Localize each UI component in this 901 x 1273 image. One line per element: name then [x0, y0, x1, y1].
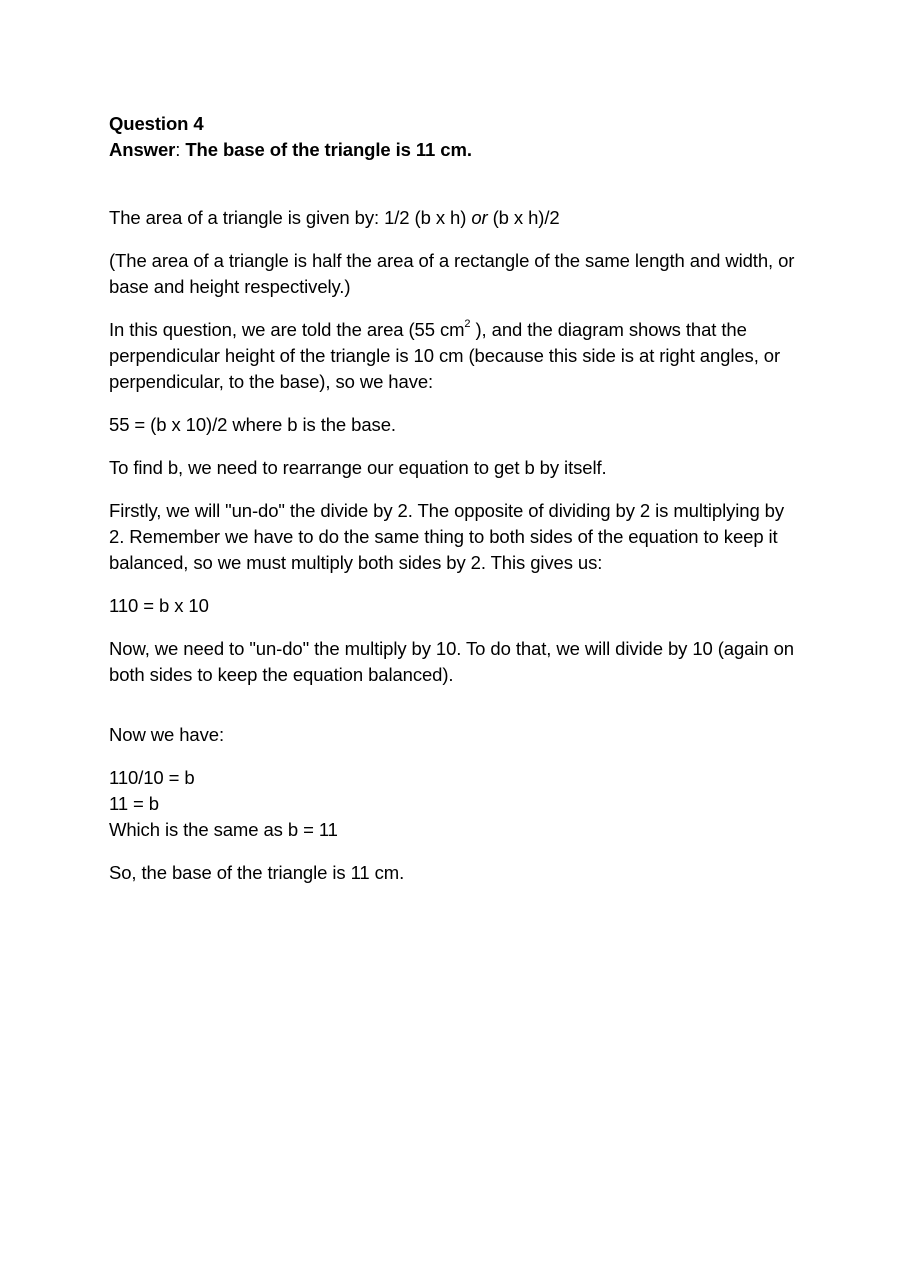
answer-colon: :	[175, 139, 181, 160]
setup-text-a: In this question, we are told the area (55 cm	[109, 319, 465, 340]
document-content	[109, 111, 799, 903]
squared-superscript: 2	[464, 317, 471, 330]
solution-steps-paragraph	[109, 765, 799, 843]
undo-multiply-paragraph: Now, we need to "un-do" the multiply by 10. To do that, we will divide by 10 (again on both sides to keep the equation balanced).	[109, 638, 794, 685]
spacer	[109, 688, 799, 722]
area-formula-text-b: (b x h)/2	[487, 207, 560, 228]
now-we-have-paragraph: Now we have:	[109, 724, 224, 745]
area-formula-or: or	[471, 207, 488, 228]
question-setup-paragraph	[109, 317, 799, 395]
question-title: Question 4	[109, 113, 204, 134]
solution-step-2: 11 = b	[109, 793, 159, 814]
answer-line	[109, 137, 799, 163]
equation-step-paragraph: 110 = b x 10	[109, 595, 209, 616]
area-formula-paragraph	[109, 205, 799, 231]
area-formula-text-a: The area of a triangle is given by: 1/2 (b x h)	[109, 207, 472, 228]
rearrange-paragraph: To find b, we need to rearrange our equation to get b by itself.	[109, 457, 607, 478]
undo-divide-paragraph: Firstly, we will "un-do" the divide by 2. The opposite of dividing by 2 is multiplying by 2. Remember we have to do the same thing to both sides of the equation to keep it balanced, so we must multiply both sides by 2. This gives us:	[109, 500, 785, 573]
answer-label: Answer	[109, 139, 176, 160]
solution-step-1: 110/10 = b	[109, 767, 195, 788]
area-explanation-paragraph: (The area of a triangle is half the area of a rectangle of the same length and width, or base and height respectively.)	[109, 250, 795, 297]
equation-paragraph: 55 = (b x 10)/2 where b is the base.	[109, 414, 396, 435]
setup-text-b: ), and the diagram shows that the perpendicular height of the triangle is 10 cm (because this side is at right angles, or perpendicular, to the base), so we have:	[109, 319, 781, 392]
spacer	[109, 163, 799, 205]
solution-step-3: Which is the same as b = 11	[109, 819, 338, 840]
answer-value: The base of the triangle is 11 cm.	[185, 139, 472, 160]
conclusion-paragraph: So, the base of the triangle is 11 cm.	[109, 862, 405, 883]
